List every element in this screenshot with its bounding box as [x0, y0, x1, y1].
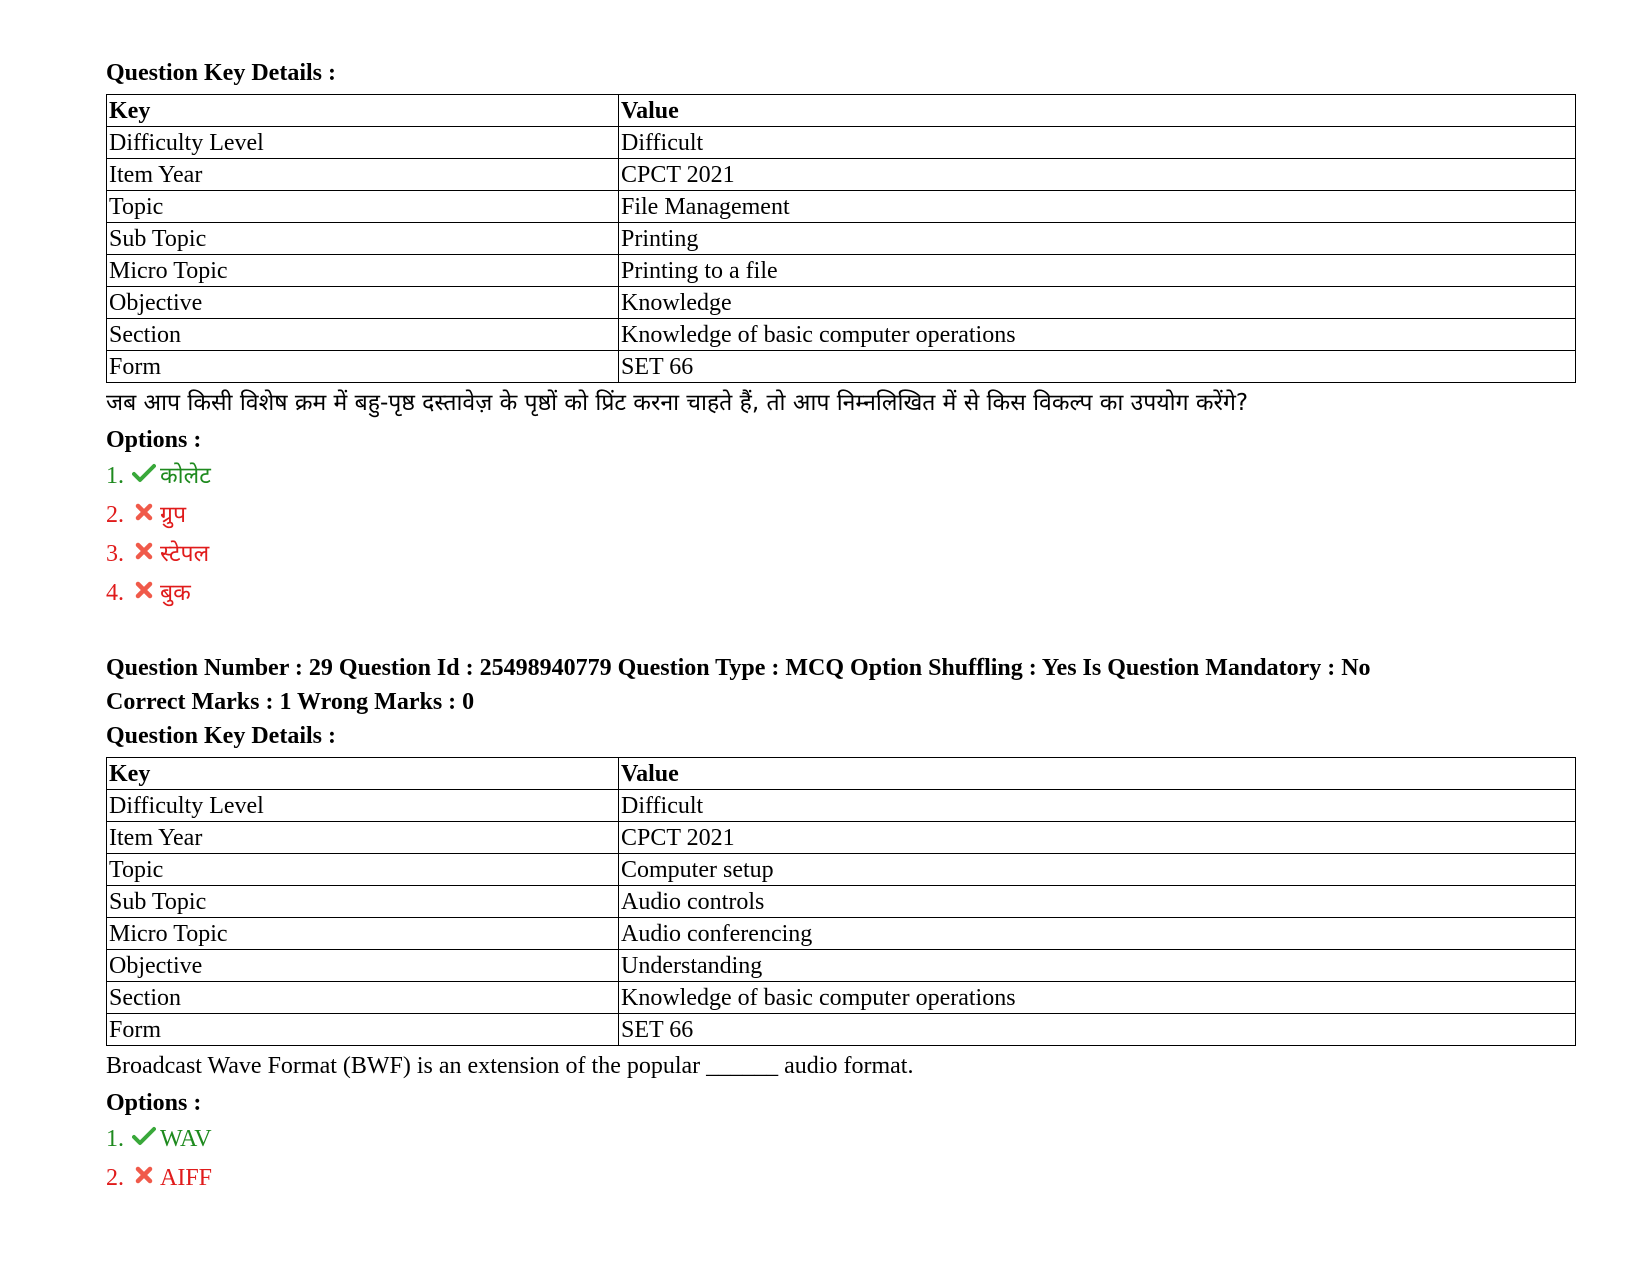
table-row [107, 854, 1576, 886]
option-4 [106, 574, 1576, 613]
row-value: Difficult [619, 790, 1576, 822]
row-key: Section [107, 982, 619, 1014]
option-2 [106, 496, 1576, 535]
option-number: 4. [106, 580, 124, 606]
row-value: Knowledge of basic computer operations [619, 319, 1576, 351]
option-number: 1. [106, 1126, 124, 1152]
question-text: Broadcast Wave Format (BWF) is an extension of the popular ______ audio format. [106, 1053, 914, 1079]
check-icon [130, 463, 158, 483]
key-details-table [106, 757, 1576, 1046]
row-key: Micro Topic [107, 918, 619, 950]
row-value: Printing [619, 223, 1576, 255]
row-key: Objective [107, 950, 619, 982]
table-row [107, 822, 1576, 854]
table-row [107, 886, 1576, 918]
option-text: स्टेपल [160, 541, 210, 567]
option-number: 2. [106, 1165, 124, 1191]
header-key: Key [107, 758, 619, 790]
row-key: Item Year [107, 159, 619, 191]
row-key: Topic [107, 191, 619, 223]
options-heading: Options : [106, 427, 202, 453]
table-row [107, 950, 1576, 982]
row-value: Computer setup [619, 854, 1576, 886]
option-3 [106, 535, 1576, 574]
check-icon [130, 1126, 158, 1146]
table-row [107, 319, 1576, 351]
cross-icon [130, 1166, 158, 1184]
row-key: Section [107, 319, 619, 351]
table-header-row [107, 95, 1576, 127]
question-block-1 [106, 56, 1576, 613]
table-row [107, 918, 1576, 950]
table-row [107, 982, 1576, 1014]
option-text: ग्रुप [160, 502, 187, 528]
table-row [107, 1014, 1576, 1046]
row-value: Audio conferencing [619, 918, 1576, 950]
option-number: 2. [106, 502, 124, 528]
cross-icon [130, 542, 158, 560]
option-text: AIFF [160, 1165, 213, 1191]
table-row [107, 287, 1576, 319]
row-key: Difficulty Level [107, 790, 619, 822]
row-value: CPCT 2021 [619, 822, 1576, 854]
options-heading: Options : [106, 1090, 202, 1116]
header-key: Key [107, 95, 619, 127]
option-number: 1. [106, 463, 124, 489]
cross-icon [130, 503, 158, 521]
options-list [106, 457, 1576, 613]
options-list [106, 1120, 1576, 1198]
option-text: बुक [160, 580, 191, 606]
table-row [107, 127, 1576, 159]
cross-icon [130, 581, 158, 599]
header-value: Value [619, 95, 1576, 127]
question-paper-page [106, 56, 1576, 1198]
table-row [107, 223, 1576, 255]
question-text: जब आप किसी विशेष क्रम में बहु-पृष्ठ दस्तावेज़ के पृष्ठों को प्रिंट करना चाहते हैं, तो आप निम्नलिखित में से किस विकल्प का उपयोग करेंगे? [106, 390, 1249, 416]
option-text: कोलेट [160, 463, 211, 489]
marks-line: Correct Marks : 1 Wrong Marks : 0 [106, 689, 475, 715]
table-row [107, 351, 1576, 383]
row-value: File Management [619, 191, 1576, 223]
row-key: Form [107, 351, 619, 383]
option-1 [106, 1120, 1576, 1159]
row-value: SET 66 [619, 351, 1576, 383]
option-number: 3. [106, 541, 124, 567]
option-text: WAV [160, 1126, 212, 1152]
key-details-heading: Question Key Details : [106, 60, 336, 86]
key-details-table [106, 94, 1576, 383]
table-row [107, 255, 1576, 287]
row-key: Sub Topic [107, 223, 619, 255]
row-value: Understanding [619, 950, 1576, 982]
table-row [107, 191, 1576, 223]
question-block-2 [106, 651, 1576, 1198]
row-key: Topic [107, 854, 619, 886]
key-details-heading: Question Key Details : [106, 723, 336, 749]
option-1 [106, 457, 1576, 496]
row-value: CPCT 2021 [619, 159, 1576, 191]
row-key: Form [107, 1014, 619, 1046]
table-row [107, 159, 1576, 191]
row-key: Objective [107, 287, 619, 319]
row-value: SET 66 [619, 1014, 1576, 1046]
row-value: Printing to a file [619, 255, 1576, 287]
row-key: Difficulty Level [107, 127, 619, 159]
row-value: Audio controls [619, 886, 1576, 918]
row-key: Item Year [107, 822, 619, 854]
row-key: Micro Topic [107, 255, 619, 287]
row-value: Knowledge [619, 287, 1576, 319]
row-value: Difficult [619, 127, 1576, 159]
table-header-row [107, 758, 1576, 790]
row-value: Knowledge of basic computer operations [619, 982, 1576, 1014]
header-value: Value [619, 758, 1576, 790]
table-row [107, 790, 1576, 822]
question-meta-line: Question Number : 29 Question Id : 25498940779 Question Type : MCQ Option Shuffling : Yes Is Question Mandatory : No [106, 655, 1371, 681]
option-2 [106, 1159, 1576, 1198]
row-key: Sub Topic [107, 886, 619, 918]
